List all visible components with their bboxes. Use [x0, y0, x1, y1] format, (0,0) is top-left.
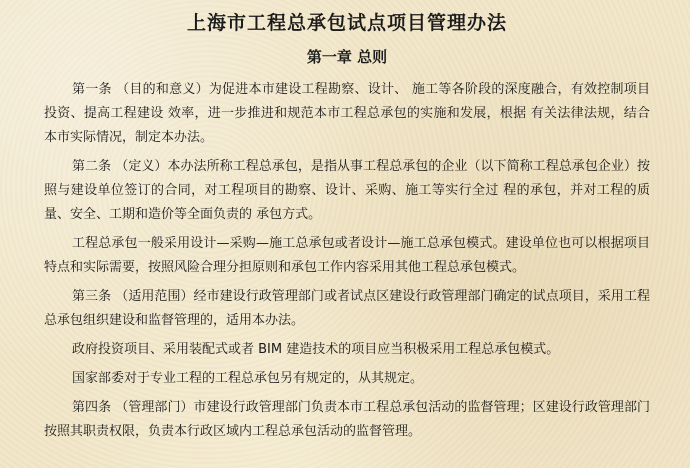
- paragraph-article-4: 第四条 （管理部门）市建设行政管理部门负责本市工程总承包活动的监督管理；区建设行政管理部门按照其职责权限，负责本行政区域内工程总承包活动的监督管理。: [44, 400, 650, 439]
- paragraph-article-3: 第三条 （适用范围）经市建设行政管理部门或者试点区建设行政管理部门确定的试点项目，采用工程总承包组织建设和监督管理的，适用本办法。: [44, 289, 650, 328]
- chapter-title: 第一章 总则: [306, 48, 388, 66]
- paragraph-article-2: 第二条 （定义）本办法所称工程总承包，是指从事工程总承包的企业（以下简称工程总承包企业）按照与建设单位签订的合同，对工程项目的勘察、设计、采购、施工等实行全过 程的承包，并对工程的质量、安全、工期和造价等全面负责的 承包方式。: [44, 159, 650, 222]
- paragraph-article-3-government: 政府投资项目、采用装配式或者 BIM 建造技术的项目应当积极采用工程总承包模式。: [72, 342, 560, 357]
- paragraph-article-3-national: 国家部委对于专业工程的工程总承包另有规定的，从其规定。: [72, 371, 424, 386]
- paragraph-article-2-modes: 工程总承包一般采用设计—采购—施工总承包或者设计—施工总承包模式。建设单位也可以根据项目特点和实际需要，按照风险合理分担原则和承包工作内容采用其他工程总承包模式。: [44, 236, 650, 275]
- paragraph-article-1: 第一条 （目的和意义）为促进本市建设工程勘察、设计、 施工等各阶段的深度融合，有效控制项目投资、提高工程建设 效率，进一步推进和规范本市工程总承包的实施和发展，根据 有关法律法规，结合本市实际情况，制定本办法。: [44, 82, 650, 145]
- document-title: 上海市工程总承包试点项目管理办法: [186, 12, 507, 34]
